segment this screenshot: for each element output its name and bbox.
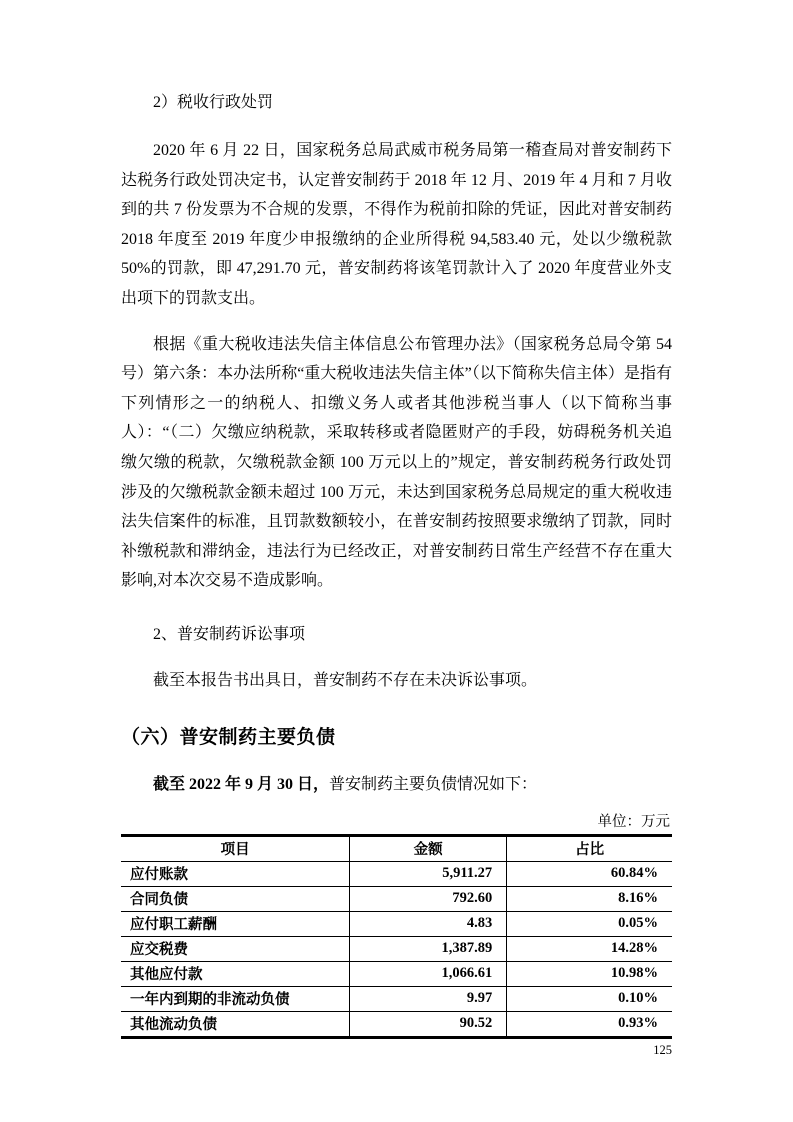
cell-item: 应交税费 — [121, 936, 350, 961]
table-row — [121, 886, 672, 911]
table-row — [121, 861, 672, 886]
page-number: 125 — [653, 1042, 672, 1057]
litigation-paragraph: 截至本报告书出具日，普安制药不存在未决诉讼事项。 — [153, 671, 538, 689]
cell-amount: 4.83 — [350, 911, 507, 936]
cell-item: 一年内到期的非流动负债 — [121, 986, 350, 1011]
liabilities-table — [121, 834, 672, 1039]
tax-penalty-heading: 2）税收行政处罚 — [153, 94, 274, 111]
cell-amount: 5,911.27 — [350, 861, 507, 886]
cell-amount: 1,387.89 — [350, 936, 507, 961]
liabilities-section-heading: （六）普安制药主要负债 — [121, 726, 336, 748]
cell-ratio: 0.93% — [507, 1011, 672, 1037]
cell-ratio: 60.84% — [507, 861, 672, 886]
cell-amount: 1,066.61 — [350, 961, 507, 986]
table-row — [121, 936, 672, 961]
table-row — [121, 986, 672, 1011]
cell-ratio: 0.05% — [507, 911, 672, 936]
cell-amount: 9.97 — [350, 986, 507, 1011]
cell-item: 应付职工薪酬 — [121, 911, 350, 936]
col-header-ratio: 占比 — [575, 842, 605, 858]
unit-label: 单位：万元 — [597, 813, 670, 830]
cell-ratio: 0.10% — [507, 986, 672, 1011]
litigation-heading: 2、普安制药诉讼事项 — [153, 625, 306, 643]
tax-penalty-paragraph-2: 根据《重大税收违法失信主体信息公布管理办法》（国家税务总局令第 54 号）第六条：本办法所称“重大税收违法失信主体”（以下简称失信主体）是指有下列情形之一的纳税人、扣缴义务人或者其他涉税当事人（以下简称当事人）：“（二）欠缴应纳税款，采取转移或者隐匿财产的手段，妨碍税务机关追缴欠缴的税款，欠缴税款金额 100 万元以上的”规定，普安制药税务行政处罚涉及的欠缴税款金额未超过 100 万元，未达到国家税务总局规定的重大税收违法失信案件的标准，且罚款数额较小，在普安制药按照要求缴纳了罚款，同时补缴税款和滞纳金，违法行为已经改正，对普安制药日常生产经营不存在重大影响,对本次交易不造成影响。 — [121, 335, 672, 590]
liabilities-intro-date: 截至 2022 年 9 月 30 日， — [153, 775, 330, 793]
table-row — [121, 1011, 672, 1037]
liabilities-intro-line — [121, 770, 672, 800]
cell-ratio: 8.16% — [507, 886, 672, 911]
col-header-item: 项目 — [121, 835, 350, 861]
table-row — [121, 961, 672, 986]
liabilities-intro-rest: 普安制药主要负债情况如下： — [329, 775, 538, 793]
col-header-amount: 金额 — [350, 835, 507, 861]
cell-item: 合同负债 — [121, 886, 350, 911]
cell-amount: 792.60 — [350, 886, 507, 911]
cell-ratio: 14.28% — [507, 936, 672, 961]
cell-item: 其他流动负债 — [121, 1011, 350, 1037]
table-header-row — [121, 835, 672, 861]
cell-amount: 90.52 — [350, 1011, 507, 1037]
cell-ratio: 10.98% — [507, 961, 672, 986]
tax-penalty-paragraph-1: 2020 年 6 月 22 日，国家税务总局武威市税务局第一稽查局对普安制药下达税务行政处罚决定书，认定普安制药于 2018 年 12 月、2019 年 4 月和 7 月收到的共 7 份发票为不合规的发票，不得作为税前扣除的凭证，因此对普安制药 2018 年度至 2019 年度少申报缴纳的企业所得税 94,583.40 元，处以少缴税款 50%的罚款，即 47,291.70 元，普安制药将该笔罚款计入了 2020 年度营业外支出项下的罚款支出。 — [121, 142, 672, 307]
table-row — [121, 911, 672, 936]
cell-item: 其他应付款 — [121, 961, 350, 986]
cell-item: 应付账款 — [121, 861, 350, 886]
